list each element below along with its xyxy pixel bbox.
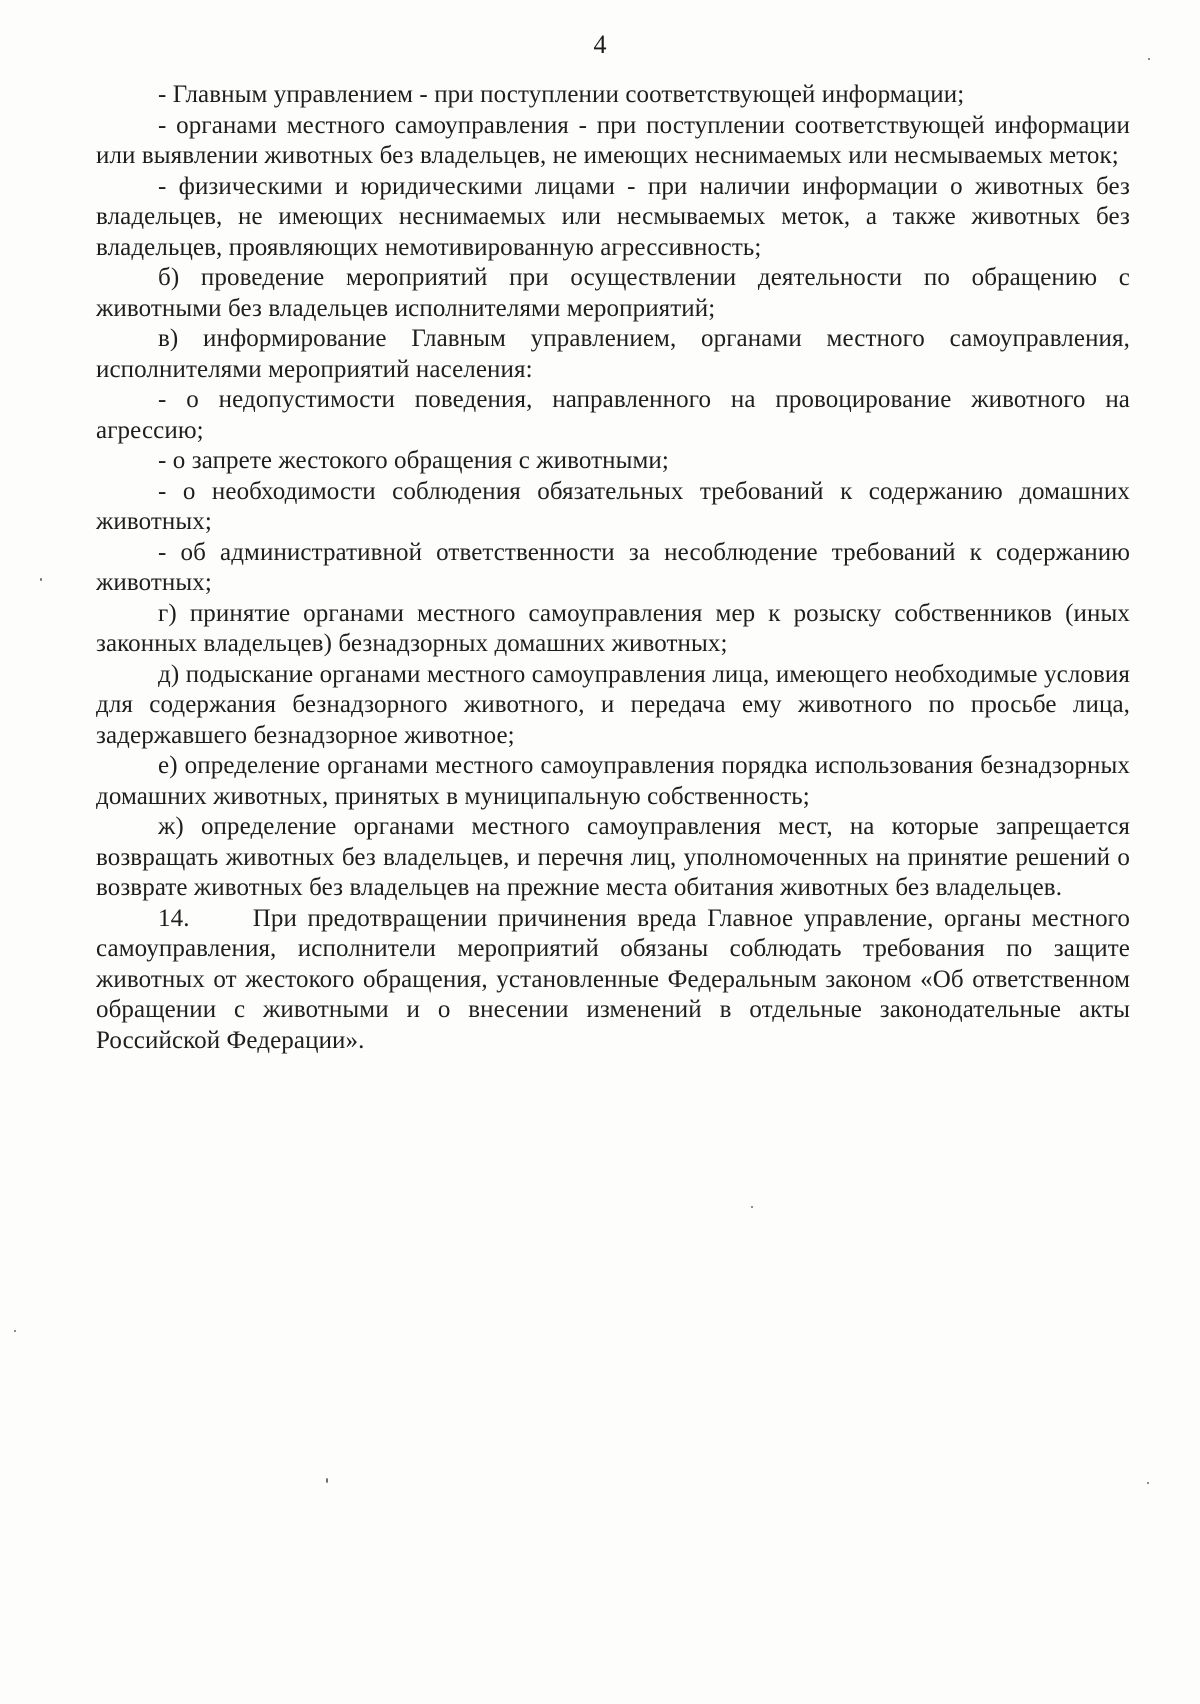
scan-speck bbox=[1147, 1482, 1149, 1484]
paragraph-item-g: г) принятие органами местного самоуправления мер к розыску собственников (иных законных владельцев) безнадзорных домашних животных; bbox=[96, 599, 1130, 657]
paragraph-requirements: - о необходимости соблюдения обязательных требований к содержанию домашних животных; bbox=[96, 477, 1130, 535]
paragraph-item-d: д) подыскание органами местного самоуправления лица, имеющего необходимые условия для содержания безнадзорного животного, и передача ему животного по просьбе лица, задержавшего безнадзорное животное; bbox=[96, 660, 1130, 749]
paragraph-item-v: в) информирование Главным управлением, органами местного самоуправления, исполнителями мероприятий населения: bbox=[96, 325, 1130, 383]
paragraph-section-14: 14. При предотвращении причинения вреда Главное управление, органы местного самоуправления, исполнители мероприятий обязаны соблюдать требования по защите животных от жестокого обращения, установленные Федеральным законом «Об ответственном обращении с животными и о внесении изменений в отдельные законодательные акты Российской Федерации». bbox=[96, 904, 1130, 1054]
paragraph-main-directorate: - Главным управлением - при поступлении соответствующей информации; bbox=[158, 81, 965, 108]
scan-speck bbox=[40, 578, 42, 581]
paragraph-administrative-liability: - об административной ответственности за несоблюдение требований к содержанию животных; bbox=[96, 538, 1130, 596]
page-number: 4 bbox=[593, 30, 607, 59]
paragraph-individuals-legal-entities: - физическими и юридическими лицами - при наличии информации о животных без владельцев, не имеющих неснимаемых или несмываемых меток, а также животных без владельцев, проявляющих немотивированную агрессивность; bbox=[96, 172, 1130, 261]
scan-speck bbox=[751, 1206, 753, 1208]
paragraph-item-e: е) определение органами местного самоуправления порядка использования безнадзорных домашних животных, принятых в муниципальную собственность; bbox=[96, 752, 1130, 810]
paragraph-provocation: - о недопустимости поведения, направленного на провоцирование животного на агрессию; bbox=[96, 386, 1130, 444]
paragraph-cruelty-ban: - о запрете жестокого обращения с животными; bbox=[158, 447, 669, 474]
paragraph-item-zh: ж) определение органами местного самоуправления мест, на которые запрещается возвращать животных без владельцев, и перечня лиц, уполномоченных на принятие решений о возврате животных без владельцев на прежние места обитания животных без владельцев. bbox=[96, 813, 1130, 901]
scan-speck bbox=[1148, 58, 1150, 60]
document-body bbox=[96, 80, 1130, 1056]
paragraph-item-b: б) проведение мероприятий при осуществлении деятельности по обращению с животными без владельцев исполнителями мероприятий; bbox=[96, 264, 1130, 322]
paragraph-local-government: - органами местного самоуправления - при поступлении соответствующей информации или выявлении животных без владельцев, не имеющих неснимаемых или несмываемых меток; bbox=[96, 111, 1130, 169]
scan-speck bbox=[326, 1478, 328, 1483]
scan-speck bbox=[14, 1330, 16, 1332]
